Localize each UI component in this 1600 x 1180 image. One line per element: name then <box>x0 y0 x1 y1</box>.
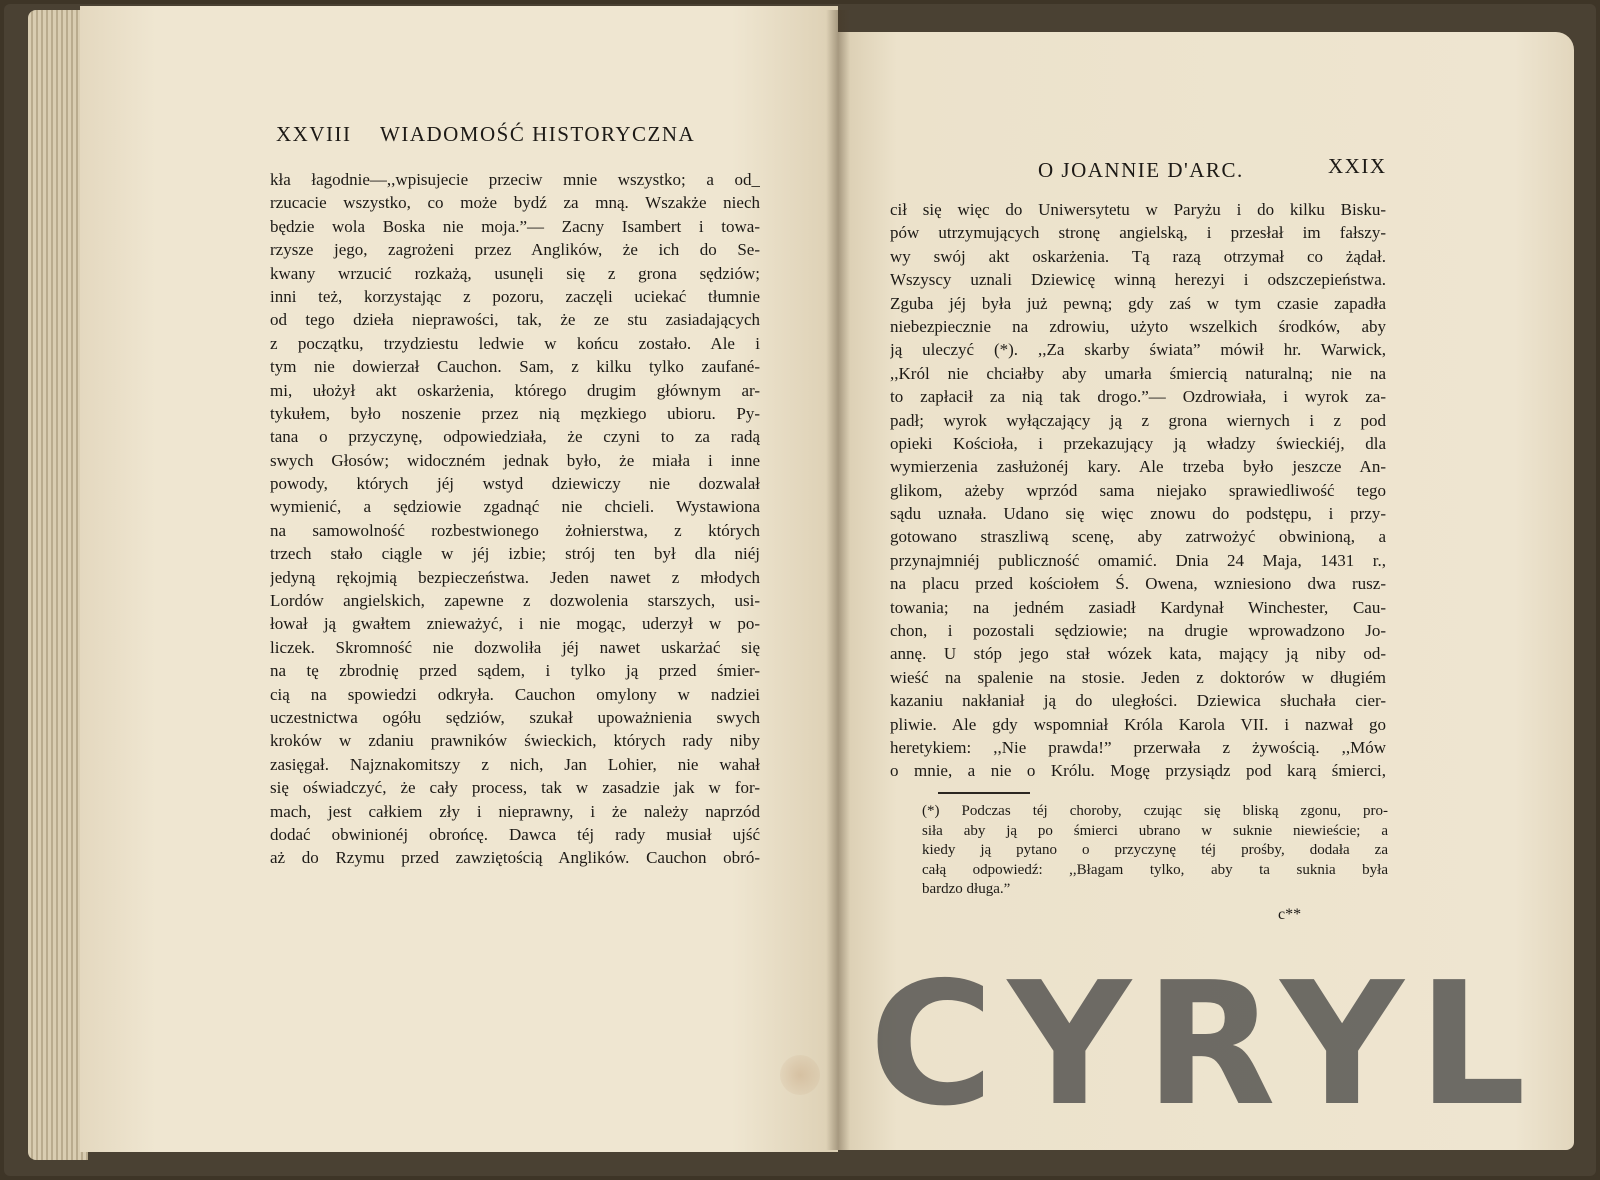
left-page <box>80 6 838 1152</box>
left-body-text <box>270 168 760 870</box>
book-gutter <box>826 10 850 1150</box>
text-line: Zguba jéj była już pewną; gdy zaś w tym czasie zapadła <box>890 293 1386 313</box>
text-line: liczek. Skromność nie dozwoliła jéj nawet uskarżać się <box>270 637 760 657</box>
text-line: opieki Kościoła, i przekazujący ją władzy świeckiéj, dla <box>890 433 1386 453</box>
library-watermark: CYRYL <box>869 946 1540 1144</box>
right-page-number: XXIX <box>1328 154 1387 178</box>
text-line: rzysze jego, zagrożeni przez Anglików, że ich do Se- <box>270 240 760 260</box>
text-line: kiedy ją pytano o przyczynę téj prośby, dodała za <box>922 842 1388 858</box>
text-line: siła aby ją po śmierci ubrano w suknie niewieście; a <box>922 822 1388 839</box>
text-line: dodać obwinionéj obrońcę. Dawca téj rady musiał ujść <box>270 824 760 844</box>
text-line: wymienić, a sędziowie zgadnąć nie chcieli. Wystawiona <box>270 497 760 517</box>
text-line: z początku, trzydziestu ledwie w końcu zostało. Ale i <box>270 333 760 353</box>
text-line: heretykiem: ,,Nie prawda!” przerwała z żywością. ,,Mów <box>890 737 1386 757</box>
text-line: sądu uznała. Udano się więc znowu do podstępu, i przy- <box>890 504 1386 524</box>
text-line: tykułem, było noszenie przez nią męzkiego ubioru. Py- <box>270 403 760 423</box>
footnote <box>922 802 1388 900</box>
text-line: łował ją gwałtem znieważyć, i nie mogąc, uderzył w po- <box>270 614 760 634</box>
text-line: ją uleczyć (*). ,,Za skarby świata” mówił hr. Warwick, <box>890 340 1386 360</box>
page-edges <box>28 10 88 1160</box>
text-line: mi, ułożył akt oskarżenia, którego drugim głównym ar- <box>270 380 760 400</box>
text-line: o mnie, a nie o Królu. Mogę przysiądz pod karą śmierci, <box>890 761 1386 781</box>
text-line: mach, jest całkiem zły i nieprawny, i że należy naprzód <box>270 801 760 821</box>
text-line: inni też, korzystając z pozoru, zaczęli uciekać tłumnie <box>270 286 760 306</box>
text-line: cią na spowiedzi odkryła. Cauchon omylony w nadziei <box>270 684 760 704</box>
text-line: będzie wola Boska nie moja.”— Zacny Isambert i towa- <box>270 216 760 236</box>
text-line: zasięgał. Najznakomitszy z nich, Jan Lohier, nie wahał <box>270 754 760 774</box>
text-line: glikom, ażeby wprzód sama niejako sprawiedliwość tego <box>890 480 1386 500</box>
text-line: pów utrzymujących stronę angielską, i przesłał im fałszy- <box>890 223 1386 243</box>
text-line: od tego dzieła nieprawości, tak, że ze stu zasiadających <box>270 310 760 330</box>
text-line: bardzo długa.” <box>922 881 1011 897</box>
text-line: Wszyscy uznali Dziewicę winną herezyi i odszczepieństwa. <box>890 270 1386 290</box>
text-line: rzucacie wszystko, co może bydź za mną. Wszakże niech <box>270 193 760 213</box>
left-running-title: WIADOMOŚĆ HISTORYCZNA <box>380 122 696 146</box>
text-line: na tę zbrodnię przed sądem, i tylko ją przed śmier- <box>270 661 760 681</box>
text-line: padł; wyrok wyłączający ją z grona wiernych i z pod <box>890 410 1386 430</box>
text-line: ,,Król nie chciałby aby umarła śmiercią naturalną; nie na <box>890 363 1386 383</box>
text-line: powody, których jéj wstyd dziewiczy nie dozwalał <box>270 474 760 494</box>
text-line: wymierzenia zasłużonéj kary. Ale trzeba było jeszcze An- <box>890 457 1386 477</box>
text-line: tym nie dowierzał Cauchon. Sam, z kilku tylko zaufané- <box>270 357 760 377</box>
text-line: kwany wrzucić rozkażą, usunęli się z grona sędziów; <box>270 263 760 283</box>
text-line: na samowolność rozbestwionego żołnierstwa, z których <box>270 520 760 540</box>
text-line: uczestnictwa ogółu sędziów, szukał upoważnienia swych <box>270 707 760 727</box>
text-line: aż do Rzymu przed zawziętością Anglików. Cauchon obró- <box>270 848 760 868</box>
right-body-text <box>890 198 1386 783</box>
text-line: pliwie. Ale gdy wspomniał Króla Karola VII. i nazwał go <box>890 714 1386 734</box>
text-line: kazaniu nakłaniał ją do uległości. Dziewica słuchała cier- <box>890 691 1386 711</box>
text-line: na placu przed kościołem Ś. Owena, wzniesiono dwa rusz- <box>890 574 1386 594</box>
text-line: całą odpowiedź: ,,Błagam tylko, aby ta suknia była <box>922 861 1388 878</box>
text-line: towania; na jedném zasiadł Kardynał Winchester, Cau- <box>890 597 1386 617</box>
text-line: się oświadczyć, że cały process, tak w zasadzie jak w for- <box>270 778 760 798</box>
text-line: to zapłacił za nią tak drogo.”— Ozdrowiała, i wyrok za- <box>890 387 1386 407</box>
text-line: kroków w zdaniu prawników świeckich, których rady niby <box>270 731 760 751</box>
text-line: chon, i pozostali sędziowie; na drugie wprowadzono Jo- <box>890 621 1386 641</box>
text-line: gotowano straszliwą scenę, aby zatrwożyć obwinioną, a <box>890 527 1386 547</box>
text-line: (*) Podczas téj choroby, czując się bliską zgonu, pro- <box>922 803 1388 819</box>
signature-mark: c** <box>1278 906 1302 923</box>
right-running-title: O JOANNIE D'ARC. <box>1038 158 1244 182</box>
text-line: trzech stało ciągle w jéj izbie; strój ten był dla niéj <box>270 544 760 564</box>
text-line: jedyną rękojmią bezpieczeństwa. Jeden nawet z młodych <box>270 567 760 587</box>
text-line: cił się więc do Uniwersytetu w Paryżu i do kilku Bisku- <box>890 200 1386 219</box>
text-line: niebezpiecznie na zdrowiu, użyto wszelkich środków, aby <box>890 316 1386 336</box>
text-line: wy swój akt oskarżenia. Tą razą otrzymał co żądał. <box>890 246 1386 266</box>
text-line: kła łagodnie—,,wpisujecie przeciw mnie wszystko; a od_ <box>270 170 760 189</box>
text-line: annę. U stóp jego stał wózek kata, mający ją niby od- <box>890 644 1386 664</box>
text-line: wieść na spalenie na stosie. Jeden z doktorów w długiém <box>890 667 1386 687</box>
footnote-rule <box>938 792 1030 794</box>
text-line: Lordów angielskich, zapewne z dozwolenia starszych, usi- <box>270 591 760 611</box>
text-line: swych Głosów; widoczném jednak było, że miała i inne <box>270 450 760 470</box>
text-line: przynajmniéj publiczność omamić. Dnia 24 Maja, 1431 r., <box>890 550 1386 570</box>
text-line: tana o przyczynę, odpowiedziała, że czyni to za radą <box>270 427 760 447</box>
left-page-number: XXVIII <box>276 122 352 146</box>
page-stain <box>780 1055 820 1095</box>
